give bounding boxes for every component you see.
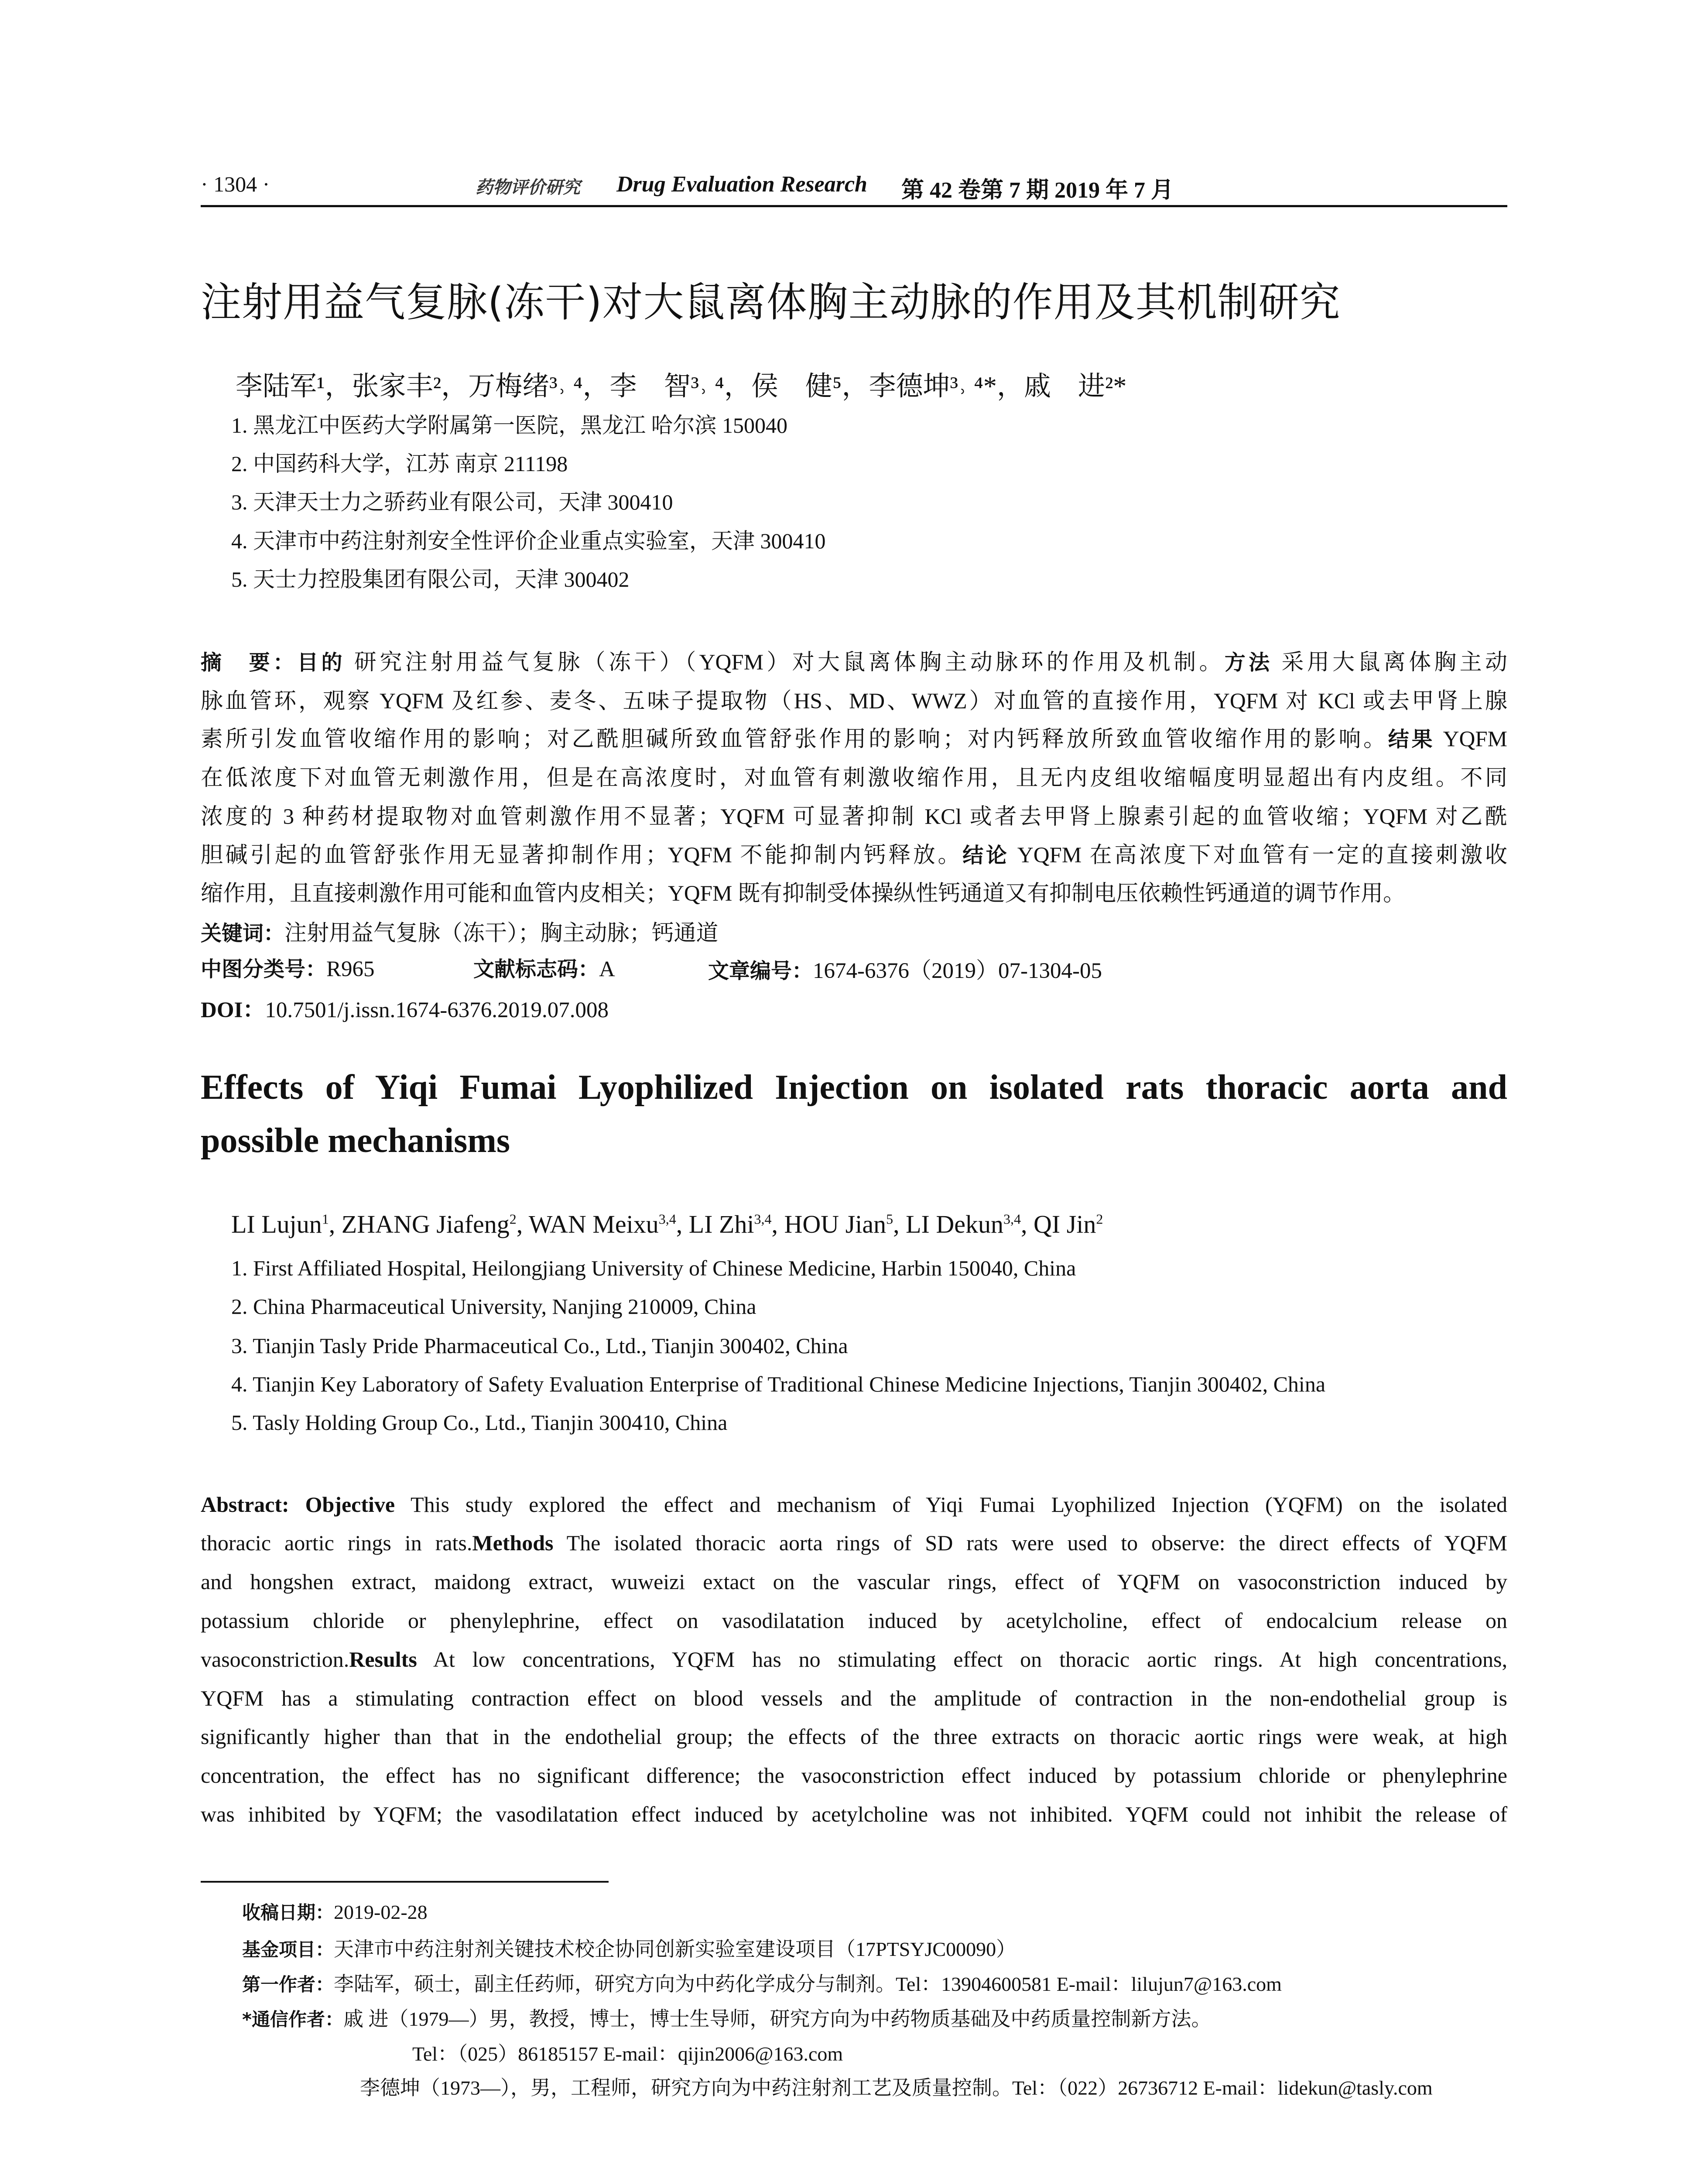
en-abstract-key: Abstract: Objective <box>201 1492 395 1517</box>
en-abstract-line: was inhibited by YQFM; the vasodilatation effect induced by acetylcholine was not inhibited. YQFM could not inhibit the release of <box>201 1802 1507 1826</box>
footnote-corresponding-contact: Tel：（025）86185157 E-mail：qijin2006@163.com <box>412 2043 843 2065</box>
header-rule <box>201 205 1507 207</box>
en-abstract-line: Abstract: Objective This study explored the effect and mechanism of Yiqi Fumai Lyophilized Injection (YQFM) on the isolated <box>201 1492 1508 1517</box>
cn-keywords: 关键词：注射用益气复脉（冻干）；胸主动脉；钙通道 <box>201 921 719 946</box>
cn-affiliation: 3. 天津天士力之骄药业有限公司，天津 300410 <box>231 490 673 514</box>
doi: DOI：10.7501/j.issn.1674-6376.2019.07.008 <box>201 998 609 1022</box>
en-affiliation: 3. Tianjin Tasly Pride Pharmaceutical Co., Ltd., Tianjin 300402, China <box>231 1333 848 1358</box>
en-abstract-line: potassium chloride or phenylephrine, effect on vasodilatation induced by acetylcholine, effect of endocalcium release on <box>201 1608 1507 1633</box>
footnote-rule <box>201 1881 609 1883</box>
cn-abstract-line: 在低浓度下对血管无刺激作用，但是在高浓度时，对血管有刺激收缩作用，且无内皮组收缩幅度明显超出有内皮组。不同 <box>201 766 1507 790</box>
page-number: · 1304 · <box>201 172 270 196</box>
cn-abstract-line: 素所引发血管收缩作用的影响；对乙酰胆碱所致血管舒张作用的影响；对内钙释放所致血管收缩作用的影响。结果 YQFM <box>201 727 1507 752</box>
cn-affiliation: 5. 天士力控股集团有限公司，天津 300402 <box>231 567 630 591</box>
cn-abstract-key: 结论 <box>962 843 1010 868</box>
journal-logo: 药物评价研究 <box>476 178 580 197</box>
journal-issue: 第 42 卷第 7 期 2019 年 7 月 <box>901 178 1174 203</box>
en-affiliation: 4. Tianjin Key Laboratory of Safety Evaluation Enterprise of Traditional Chinese Medicine Injections, Tianjin 300402, China <box>231 1372 1326 1396</box>
en-authors: LI Lujun$^1$, ZHANG Jiafeng$^2$, WAN Meixu$^{3,4}$, LI Zhi$^{3,4}$, HOU Jian$^5$, LI Dekun$^{3,4}$, QI Jin$^2$ <box>231 1210 1103 1238</box>
footnote-corresponding: *通信作者：戚 进（1979—）男，教授，博士，博士生导师，研究方向为中药物质基础及中药质量控制新方法。 <box>242 2008 1212 2030</box>
cn-title: 注射用益气复脉(冻干)对大鼠离体胸主动脉的作用及其机制研究 <box>201 279 1341 326</box>
en-affiliation: 1. First Affiliated Hospital, Heilongjiang University of Chinese Medicine, Harbin 150040, China <box>231 1256 1076 1280</box>
cn-authors: 李陆军¹，张家丰²，万梅绪³˒ ⁴，李 智³˒ ⁴，侯 健⁵，李德坤³˒ ⁴*，戚 进²* <box>236 372 1127 401</box>
en-abstract-line: vasoconstriction.Results At low concentrations, YQFM has no stimulating effect on thoracic aortic rings. At high concentrations, <box>201 1647 1507 1672</box>
en-title: possible mechanisms <box>201 1121 510 1160</box>
cn-article-number: 文章编号：1674-6376（2019）07-1304-05 <box>708 959 1102 983</box>
en-abstract-line: significantly higher than that in the endothelial group; the effects of the three extracts on thoracic aortic rings were weak, at high <box>201 1724 1507 1749</box>
cn-abstract-line: 浓度的 3 种药材提取物对血管刺激作用不显著；YQFM 可显著抑制 KCl 或者去甲肾上腺素引起的血管收缩；YQFM 对乙酰 <box>201 805 1507 829</box>
cn-abstract-label: 摘 要： <box>201 650 298 675</box>
footnote-first-author: 第一作者：李陆军，硕士，副主任药师，研究方向为中药化学成分与制剂。Tel：13904600581 E-mail：lilujun7@163.com <box>242 1973 1282 1995</box>
cn-clc-number: 中图分类号：R965 <box>201 957 375 981</box>
cn-affiliation: 1. 黑龙江中医药大学附属第一医院，黑龙江 哈尔滨 150040 <box>231 413 787 438</box>
en-abstract-key: Methods <box>472 1531 554 1555</box>
footnote-received: 收稿日期：2019-02-28 <box>242 1901 428 1923</box>
en-abstract-line: YQFM has a stimulating contraction effect on blood vessels and the amplitude of contraction in the non-endothelial group is <box>201 1686 1507 1710</box>
en-affiliation: 5. Tasly Holding Group Co., Ltd., Tianjin 300410, China <box>231 1410 728 1435</box>
journal-name: Drug Evaluation Research <box>616 172 867 197</box>
cn-abstract-line: 脉血管环，观察 YQFM 及红参、麦冬、五味子提取物（HS、MD、WWZ）对血管的直接作用，YQFM 对 KCl 或去甲肾上腺 <box>201 689 1507 714</box>
cn-abstract-line: 胆碱引起的血管舒张作用无显著抑制作用；YQFM 不能抑制内钙释放。结论 YQFM 在高浓度下对血管有一定的直接刺激收 <box>201 843 1507 868</box>
cn-affiliation: 2. 中国药科大学，江苏 南京 211198 <box>231 451 568 476</box>
cn-abstract-line: 缩作用，且直接刺激作用可能和血管内皮相关；YQFM 既有抑制受体操纵性钙通道又有抑制电压依赖性钙通道的调节作用。 <box>201 882 1406 906</box>
en-abstract-key: Results <box>349 1647 417 1672</box>
cn-doc-code: 文献标志码：A <box>473 957 615 981</box>
en-abstract-line: and hongshen extract, maidong extract, wuweizi extact on the vascular rings, effect of YQFM on vasoconstriction induced by <box>201 1569 1507 1594</box>
en-abstract-line: thoracic aortic rings in rats.Methods The isolated thoracic aorta rings of SD rats were used to observe: the direct effects of YQFM <box>201 1531 1507 1555</box>
cn-abstract-key: 目的 <box>297 650 346 675</box>
cn-abstract-key: 方法 <box>1224 650 1273 675</box>
en-affiliation: 2. China Pharmaceutical University, Nanjing 210009, China <box>231 1294 756 1319</box>
cn-abstract-line: 摘 要：目的 研究注射用益气复脉（冻干）（YQFM）对大鼠离体胸主动脉环的作用及机制。方法 采用大鼠离体胸主动 <box>201 650 1507 675</box>
en-title: Effects of Yiqi Fumai Lyophilized Injection on isolated rats thoracic aorta and <box>201 1068 1507 1107</box>
cn-affiliation: 4. 天津市中药注射剂安全性评价企业重点实验室，天津 300410 <box>231 529 826 553</box>
footnote-corresponding-2: 李德坤（1973—），男，工程师，研究方向为中药注射剂工艺及质量控制。Tel：（022）26736712 E-mail：lidekun@tasly.com <box>360 2077 1433 2099</box>
en-abstract-line: concentration, the effect has no significant difference; the vasoconstriction effect induced by potassium chloride or phenylephrine <box>201 1763 1507 1788</box>
cn-abstract-key: 结果 <box>1388 727 1435 752</box>
footnote-fund: 基金项目：天津市中药注射剂关键技术校企协同创新实验室建设项目（17PTSYJC00090） <box>242 1938 1017 1960</box>
